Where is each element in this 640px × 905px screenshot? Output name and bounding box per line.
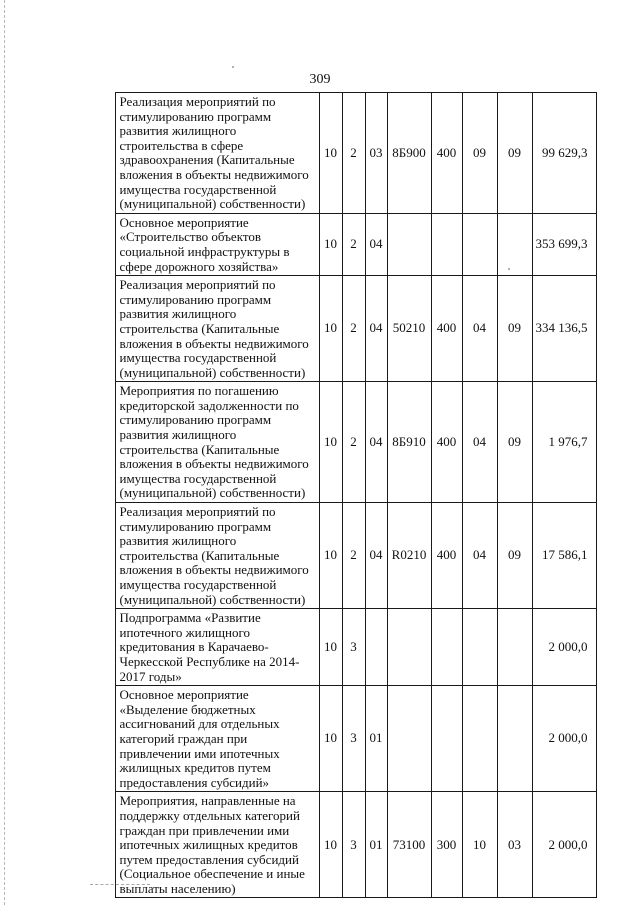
table-row — [93, 93, 596, 214]
program-cell — [365, 609, 387, 686]
item-name-cell: Основное мероприятие «Выделение бюджетных ассигнований для отдельных категорий граждан при привлечении ими ипотечных жилищных кредитов путем предоставления субсидий» — [115, 686, 319, 792]
section-cell: 10 — [319, 382, 342, 503]
margin-cell — [93, 503, 115, 609]
subsection-cell: 2 — [342, 382, 365, 503]
program-cell: 04 — [365, 503, 387, 609]
margin-cell — [93, 93, 115, 214]
expense-type-cell: 300 — [431, 792, 462, 898]
program-cell: 04 — [365, 213, 387, 275]
section-cell: 10 — [319, 93, 342, 214]
subsection-cell: 2 — [342, 93, 365, 214]
amount-cell: 99 629,3 — [532, 93, 596, 214]
subsection-cell: 2 — [342, 276, 365, 382]
expense-code-cell: 50210 — [387, 276, 431, 382]
table-row — [93, 503, 596, 609]
purpose-cell: 09 — [497, 503, 532, 609]
amount-cell: 1 976,7 — [532, 382, 596, 503]
footer-rule — [90, 884, 150, 885]
item-name-cell: Реализация мероприятий по стимулированию программ развития жилищного строительства в сфере здравоохранения (Капитальные вложения в объекты недвижимого имущества государственной (муниципальной) собственности) — [115, 93, 319, 214]
amount-cell: 2 000,0 — [532, 792, 596, 898]
section-cell: 10 — [319, 792, 342, 898]
expense-type-cell: 400 — [431, 93, 462, 214]
expense-type-cell — [431, 686, 462, 792]
item-name-cell: Мероприятия по погашению кредиторской задолженности по стимулированию программ развития жилищного строительства (Капитальные вложения в объекты недвижимого имущества государственной (муниципальной) собственности) — [115, 382, 319, 503]
expense-code-cell: 73100 — [387, 792, 431, 898]
subprogram-cell: 04 — [462, 276, 497, 382]
table-row — [93, 213, 596, 275]
program-cell: 01 — [365, 792, 387, 898]
expense-code-cell: 8Б900 — [387, 93, 431, 214]
purpose-cell: 09 — [497, 382, 532, 503]
amount-cell: 17 586,1 — [532, 503, 596, 609]
program-cell: 03 — [365, 93, 387, 214]
table-row — [93, 609, 596, 686]
subprogram-cell — [462, 213, 497, 275]
amount-cell: 2 000,0 — [532, 686, 596, 792]
margin-cell — [93, 213, 115, 275]
expense-type-cell: 400 — [431, 382, 462, 503]
binding-edge-marks — [0, 0, 5, 905]
amount-cell: 334 136,5 — [532, 276, 596, 382]
section-cell: 10 — [319, 503, 342, 609]
table-row — [93, 382, 596, 503]
scan-speck — [232, 66, 234, 68]
purpose-cell: 09 — [497, 93, 532, 214]
table-body — [93, 93, 596, 898]
purpose-cell — [497, 213, 532, 275]
expense-type-cell: 400 — [431, 503, 462, 609]
table-row — [93, 686, 596, 792]
item-name-cell: Реализация мероприятий по стимулированию программ развития жилищного строительства (Капитальные вложения в объекты недвижимого имущества государственной (муниципальной) собственности) — [115, 503, 319, 609]
expense-type-cell — [431, 213, 462, 275]
item-name-cell: Подпрограмма «Развитие ипотечного жилищного кредитования в Карачаево-Черкесской Республике на 2014-2017 годы» — [115, 609, 319, 686]
amount-cell: 353 699,3 — [532, 213, 596, 275]
expense-code-cell: R0210 — [387, 503, 431, 609]
table-row — [93, 276, 596, 382]
program-cell: 01 — [365, 686, 387, 792]
budget-table — [93, 92, 597, 898]
margin-cell — [93, 382, 115, 503]
subprogram-cell: 10 — [462, 792, 497, 898]
table-row — [93, 792, 596, 898]
expense-type-cell: 400 — [431, 276, 462, 382]
subsection-cell: 3 — [342, 609, 365, 686]
purpose-cell: 03 — [497, 792, 532, 898]
subprogram-cell: 04 — [462, 382, 497, 503]
subprogram-cell: 09 — [462, 93, 497, 214]
program-cell: 04 — [365, 382, 387, 503]
expense-code-cell — [387, 609, 431, 686]
purpose-cell — [497, 609, 532, 686]
item-name-cell: Реализация мероприятий по стимулированию программ развития жилищного строительства (Капитальные вложения в объекты недвижимого имущества государственной (муниципальной) собственности) — [115, 276, 319, 382]
expense-code-cell: 8Б910 — [387, 382, 431, 503]
section-cell: 10 — [319, 276, 342, 382]
subsection-cell: 2 — [342, 503, 365, 609]
section-cell: 10 — [319, 686, 342, 792]
subprogram-cell — [462, 686, 497, 792]
expense-type-cell — [431, 609, 462, 686]
subsection-cell: 3 — [342, 792, 365, 898]
purpose-cell: 09 — [497, 276, 532, 382]
amount-cell: 2 000,0 — [532, 609, 596, 686]
margin-cell — [93, 609, 115, 686]
section-cell: 10 — [319, 609, 342, 686]
subprogram-cell: 04 — [462, 503, 497, 609]
subsection-cell: 2 — [342, 213, 365, 275]
expense-code-cell — [387, 213, 431, 275]
expense-code-cell — [387, 686, 431, 792]
section-cell: 10 — [319, 213, 342, 275]
purpose-cell — [497, 686, 532, 792]
page-number: 309 — [309, 72, 331, 87]
margin-cell — [93, 276, 115, 382]
program-cell: 04 — [365, 276, 387, 382]
subsection-cell: 3 — [342, 686, 365, 792]
margin-cell — [93, 792, 115, 898]
item-name-cell: Основное мероприятие «Строительство объектов социальной инфраструктуры в сфере дорожного хозяйства» — [115, 213, 319, 275]
item-name-cell: Мероприятия, направленные на поддержку отдельных категорий граждан при привлечении ими ипотечных жилищных кредитов путем предоставления субсидий (Социальное обеспечение и иные выплаты населению) — [115, 792, 319, 898]
subprogram-cell — [462, 609, 497, 686]
margin-cell — [93, 686, 115, 792]
